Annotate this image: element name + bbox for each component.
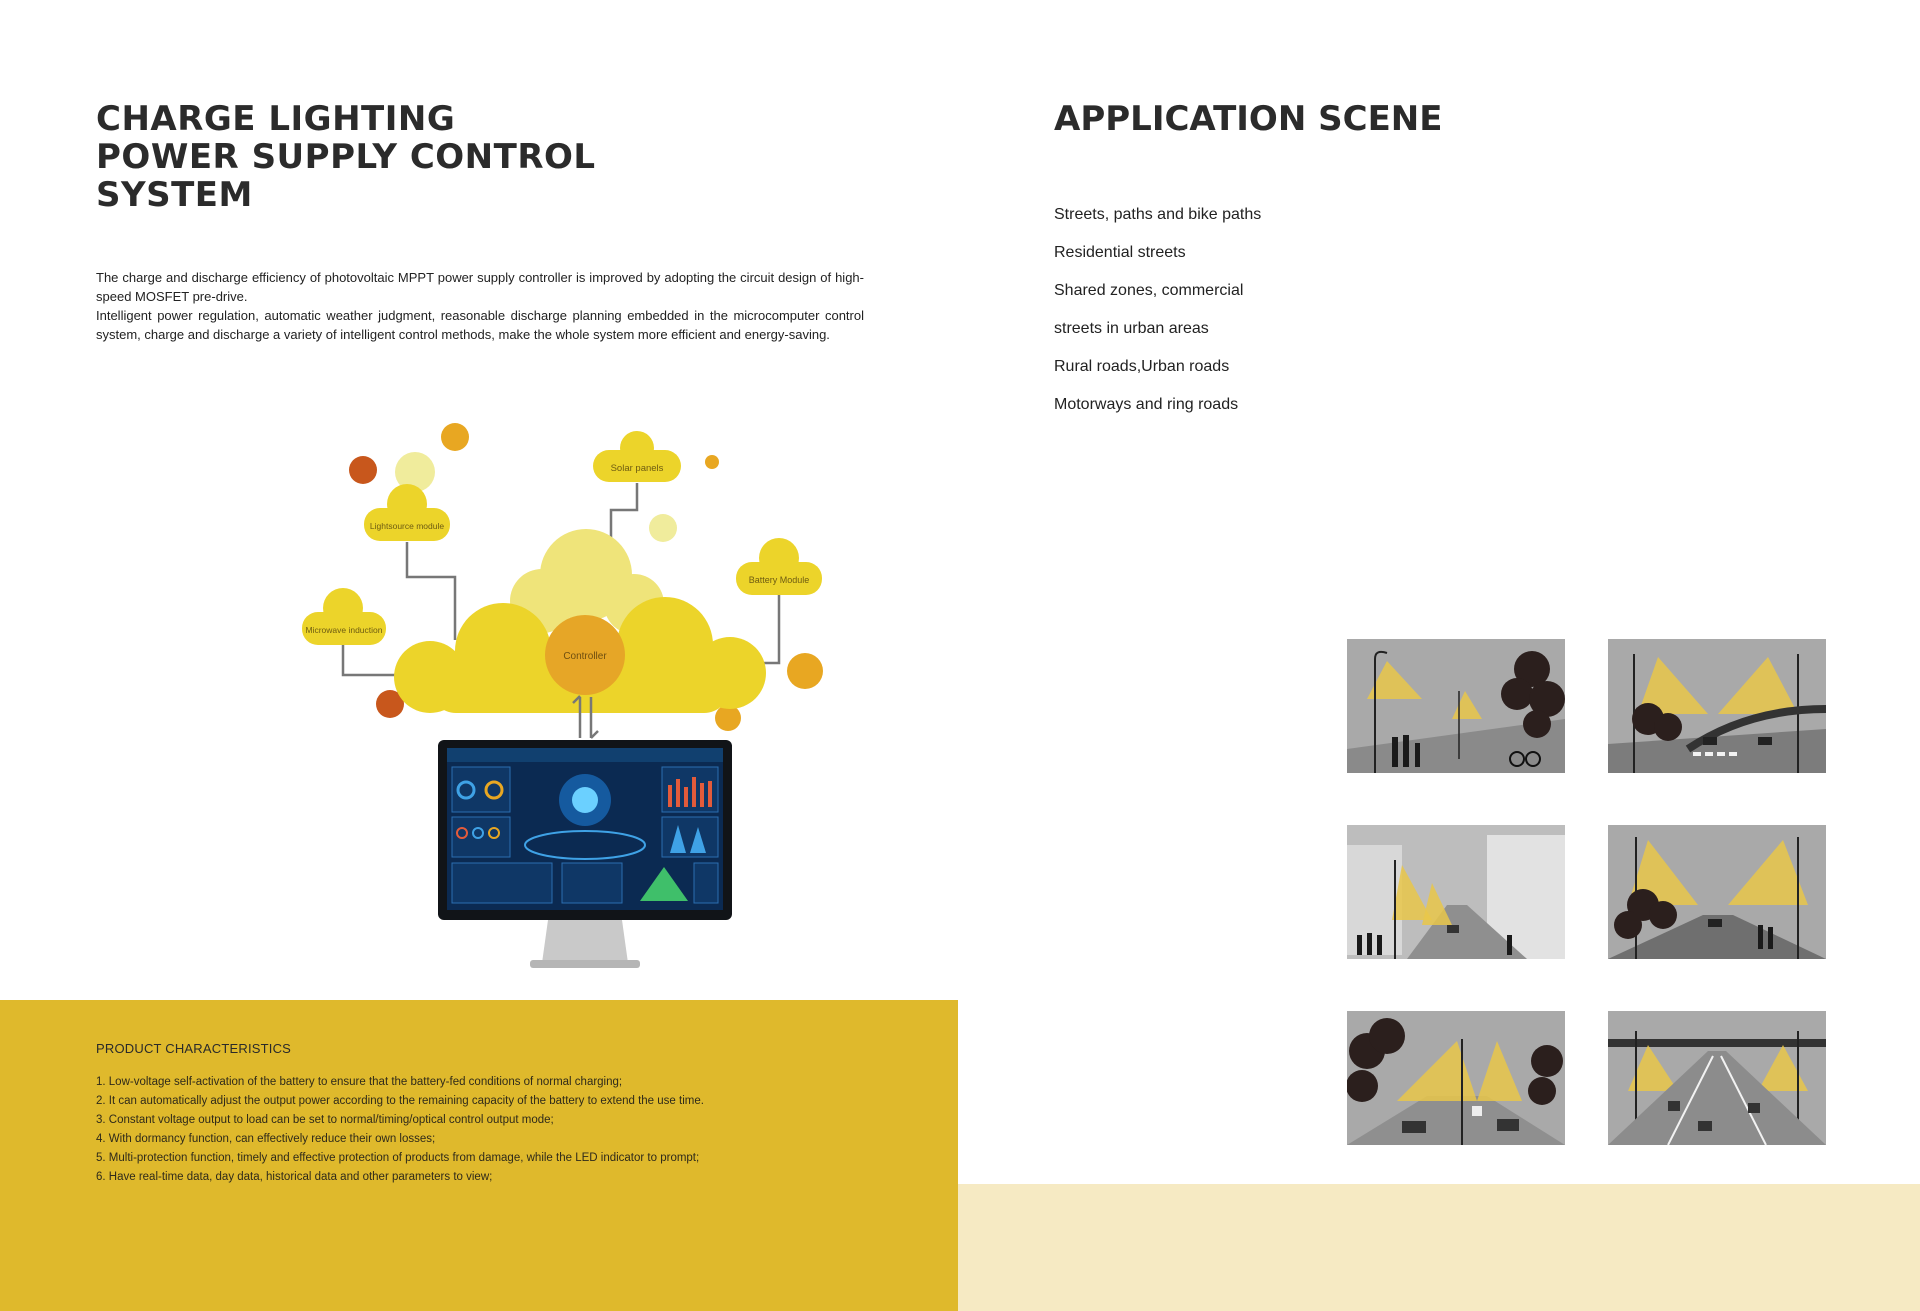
solar-panels-label: Solar panels [610, 463, 664, 474]
intro-text [96, 268, 864, 344]
application-title: APPLICATION SCENE [1054, 99, 1443, 139]
application-item: Motorways and ring roads [1054, 396, 1239, 413]
battery-module-cloud [736, 538, 822, 595]
solar-panels-cloud [593, 431, 681, 482]
characteristics-list [96, 1073, 704, 1187]
characteristics-item: 1. Low-voltage self-activation of the battery to ensure that the battery-fed conditions of normal charging; [96, 1076, 623, 1088]
lightsource-module-label: Lightsource module [369, 521, 445, 531]
decor-dot [705, 455, 719, 469]
characteristics-item: 6. Have real-time data, day data, historical data and other parameters to view; [96, 1171, 493, 1183]
decor-dot [787, 653, 823, 689]
characteristics-item: 2. It can automatically adjust the output power according to the remaining capacity of the battery to extend the use time. [96, 1095, 704, 1107]
monitor [438, 740, 732, 968]
bottom-band [958, 1184, 1920, 1311]
lightsource-module-cloud [364, 484, 450, 541]
title-line-3: SYSTEM [96, 175, 253, 215]
controller-label: Controller [563, 651, 607, 662]
characteristics-item: 5. Multi-protection function, timely and effective protection of products from damage, while the LED indicator to prompt; [96, 1152, 700, 1164]
park-path-scene [1347, 639, 1565, 773]
intro-paragraph: The charge and discharge efficiency of photovoltaic MPPT power supply controller is improved by adopting the circuit design of high-speed MOSFET pre-drive. [96, 270, 864, 304]
motorway-scene [1608, 1011, 1826, 1145]
battery-module-label: Battery Module [748, 575, 810, 585]
application-item: Residential streets [1054, 244, 1186, 261]
crosswalk-scene [1608, 639, 1826, 773]
application-list [1054, 196, 1261, 424]
characteristics-item: 3. Constant voltage output to load can be set to normal/timing/optical control output mode; [96, 1114, 554, 1126]
residential-street-scene [1347, 825, 1565, 959]
decor-dot [649, 514, 677, 542]
title-line-2: POWER SUPPLY CONTROL [96, 137, 596, 177]
decor-dot [349, 456, 377, 484]
application-item: Streets, paths and bike paths [1054, 206, 1262, 223]
application-item: streets in urban areas [1054, 320, 1209, 337]
system-diagram [280, 415, 840, 970]
intro-paragraph: Intelligent power regulation, automatic weather judgment, reasonable discharge planning embedded in the microcomputer control system, charge and discharge a variety of intelligent control methods, make the whole system more efficient and energy-saving. [96, 308, 864, 342]
microwave-induction-label: Microwave induction [305, 625, 383, 635]
application-item: Rural roads,Urban roads [1054, 358, 1230, 375]
system-diagram-svg [280, 415, 840, 970]
connector-line [407, 542, 455, 640]
decor-dot [441, 423, 469, 451]
application-item: Shared zones, commercial [1054, 282, 1244, 299]
system-title [96, 100, 596, 214]
commercial-street-scene [1608, 825, 1826, 959]
characteristics-title: PRODUCT CHARACTERISTICS [96, 1041, 292, 1056]
microwave-induction-cloud [302, 588, 386, 645]
title-line-1: CHARGE LIGHTING [96, 99, 456, 139]
characteristics-item: 4. With dormancy function, can effectively reduce their own losses; [96, 1133, 436, 1145]
rural-road-scene [1347, 1011, 1565, 1145]
